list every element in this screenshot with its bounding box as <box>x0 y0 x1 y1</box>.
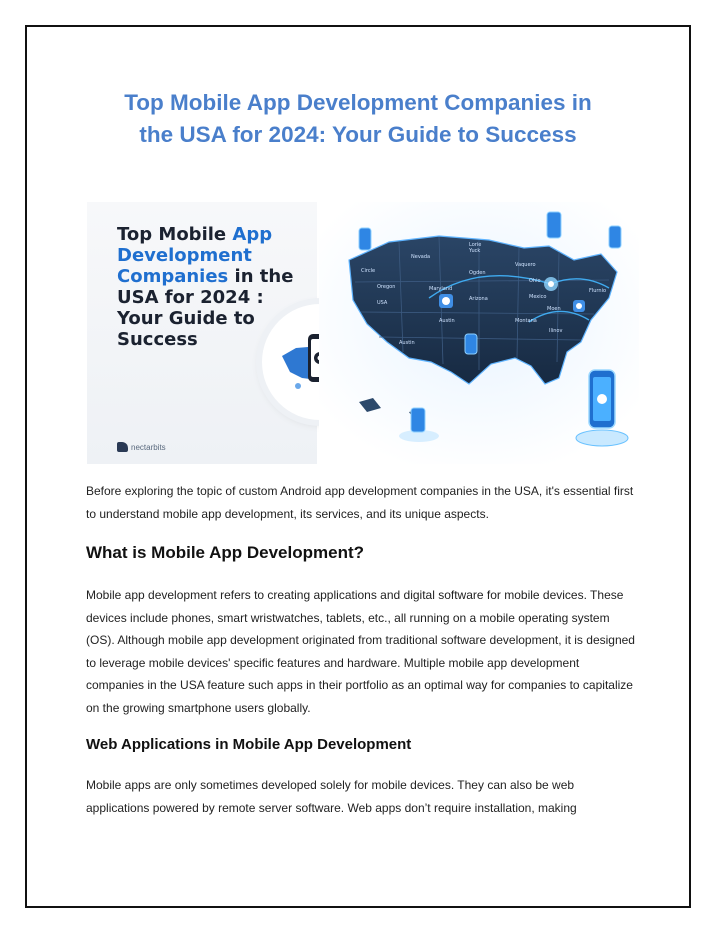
hero-heading-line: Development <box>117 245 252 266</box>
intro-paragraph: Before exploring the topic of custom Android app development companies in the USA, it's essential first to understand mobile app development, its services, and its unique aspects. <box>86 484 634 521</box>
svg-text:Lorie: Lorie <box>469 242 482 248</box>
hero-heading-line: Top Mobile App <box>117 224 273 245</box>
title-line-2: the USA for 2024: Your Guide to Success <box>139 122 577 147</box>
hero-heading-line: Your Guide to <box>117 308 255 329</box>
brand-name: nectarbits <box>131 442 166 452</box>
section-heading-web-applications: Web Applications in Mobile App Development <box>86 736 412 753</box>
svg-text:Oregon: Oregon <box>377 284 396 290</box>
svg-text:Flurnio: Flurnio <box>589 288 607 294</box>
hero-image <box>87 202 639 464</box>
document-page <box>25 25 691 908</box>
svg-text:Yuck: Yuck <box>469 248 481 254</box>
svg-text:Moen: Moen <box>547 306 561 312</box>
brand-mark-icon <box>117 442 128 452</box>
title-line-1: Top Mobile App Development Companies in <box>124 90 592 115</box>
svg-text:Ohio: Ohio <box>529 278 541 284</box>
svg-text:Ogden: Ogden <box>469 270 486 276</box>
svg-text:Nevada: Nevada <box>411 254 431 260</box>
document-title <box>27 87 689 151</box>
hero-heading-line: Success <box>117 329 198 350</box>
svg-text:Montana: Montana <box>515 318 537 324</box>
svg-text:Arizona: Arizona <box>469 296 488 302</box>
usa-map-illustration <box>319 202 639 464</box>
brand-logo <box>117 442 166 452</box>
svg-text:USA: USA <box>377 300 388 306</box>
section-paragraph-what-is-mobile-app-development: Mobile app development refers to creating applications and digital software for mobile devices. These devices include phones, smart wristwatches, tablets, etc., all running on a mobile operating system (OS). Although mobile app development originated from traditional software development, it is designed to leverage mobile devices' specific features and hardware. Multiple mobile app development companies in the USA feature such apps in their portfolio as an optimal way for companies to capitalize on the growing smartphone users globally. <box>86 588 635 715</box>
svg-text:Circle: Circle <box>361 268 376 274</box>
svg-text:Maryland: Maryland <box>429 286 453 292</box>
section-paragraph-web-applications: Mobile apps are only sometimes developed solely for mobile devices. They can also be web applications powered by remote server software. Web apps don’t require installation, making <box>86 778 577 815</box>
svg-text:Austin: Austin <box>399 340 415 346</box>
svg-text:Austin: Austin <box>439 318 455 324</box>
hero-heading-line: USA for 2024 : <box>117 287 264 308</box>
svg-text:Mexico: Mexico <box>529 294 547 300</box>
hero-heading-line: Companies in the <box>117 266 294 287</box>
usa-map-panel <box>319 202 639 464</box>
svg-text:Ilinov: Ilinov <box>549 328 563 334</box>
section-heading-what-is-mobile-app-development: What is Mobile App Development? <box>86 543 364 562</box>
svg-text:Vaquero: Vaquero <box>515 262 536 268</box>
gear-icon <box>442 297 450 305</box>
